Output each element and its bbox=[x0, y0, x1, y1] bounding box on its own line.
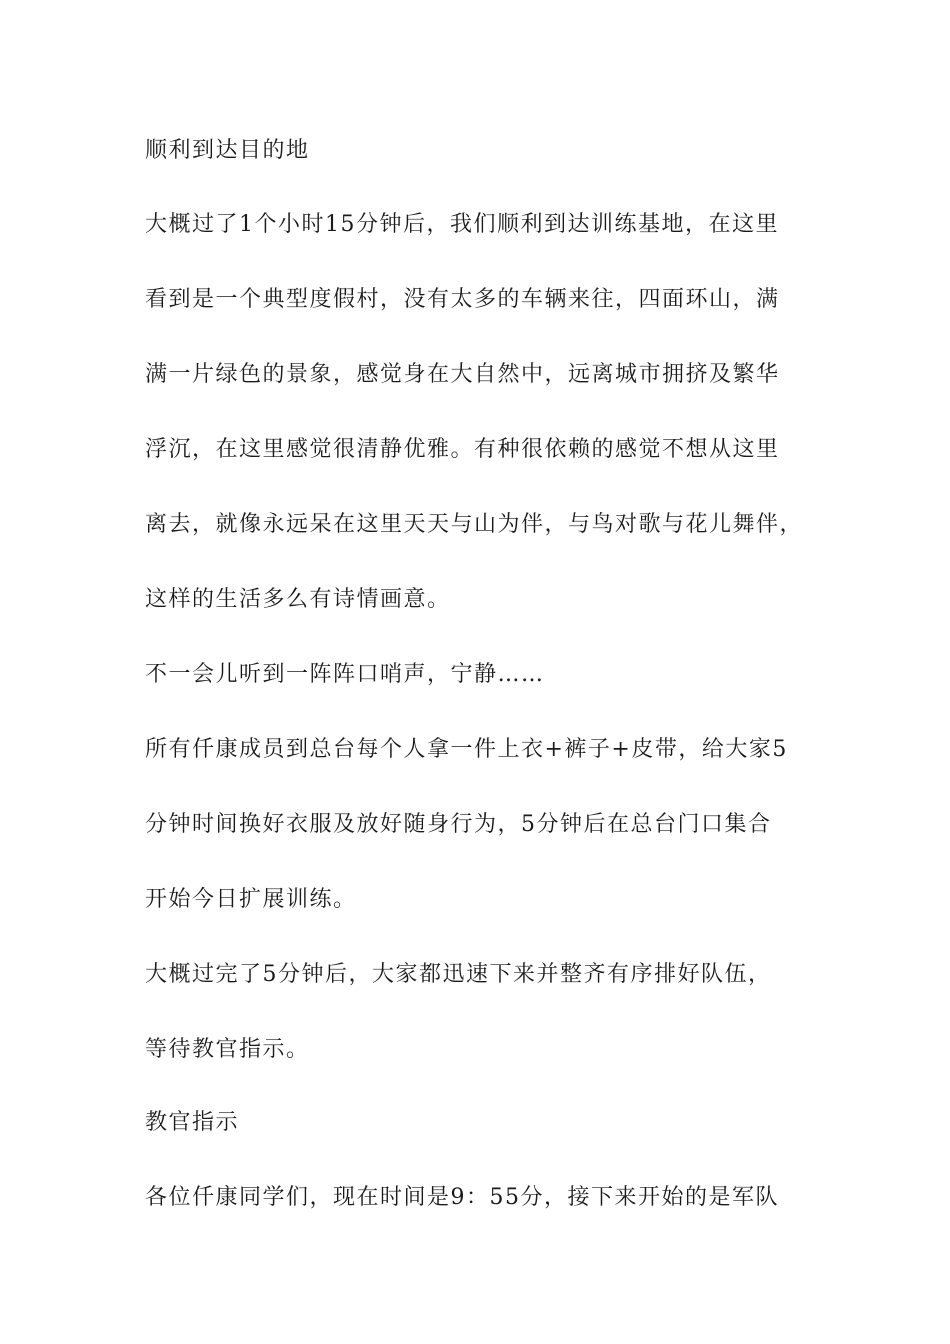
paragraph-line: 看到是一个典型度假村，没有太多的车辆来往，四面环山，满 bbox=[145, 287, 780, 312]
paragraph-line: 所有仟康成员到总台每个人拿一件上衣+裤子+皮带，给大家5 bbox=[145, 737, 788, 762]
section-heading: 教官指示 bbox=[145, 1110, 240, 1135]
paragraph-line: 浮沉，在这里感觉很清静优雅。有种很依赖的感觉不想从这里 bbox=[145, 437, 780, 462]
paragraph-line: 分钟时间换好衣服及放好随身行为，5分钟后在总台门口集合 bbox=[145, 812, 772, 837]
paragraph-line: 这样的生活多么有诗情画意。 bbox=[145, 587, 451, 612]
paragraph-line: 大概过了1个小时15分钟后，我们顺利到达训练基地，在这里 bbox=[145, 212, 779, 237]
paragraph-line: 不一会儿听到一阵阵口哨声，宁静…… bbox=[145, 662, 545, 687]
paragraph-line: 各位仟康同学们，现在时间是9：55分，接下来开始的是军队 bbox=[145, 1185, 779, 1210]
paragraph-line: 大概过完了5分钟后，大家都迅速下来并整齐有序排好队伍， bbox=[145, 962, 772, 987]
section-heading: 顺利到达目的地 bbox=[145, 138, 310, 163]
paragraph-line: 等待教官指示。 bbox=[145, 1037, 310, 1062]
paragraph-line: 开始今日扩展训练。 bbox=[145, 887, 357, 912]
paragraph-line: 满一片绿色的景象，感觉身在大自然中，远离城市拥挤及繁华 bbox=[145, 362, 780, 387]
paragraph-line: 离去，就像永远呆在这里天天与山为伴，与鸟对歌与花儿舞伴， bbox=[145, 512, 804, 537]
